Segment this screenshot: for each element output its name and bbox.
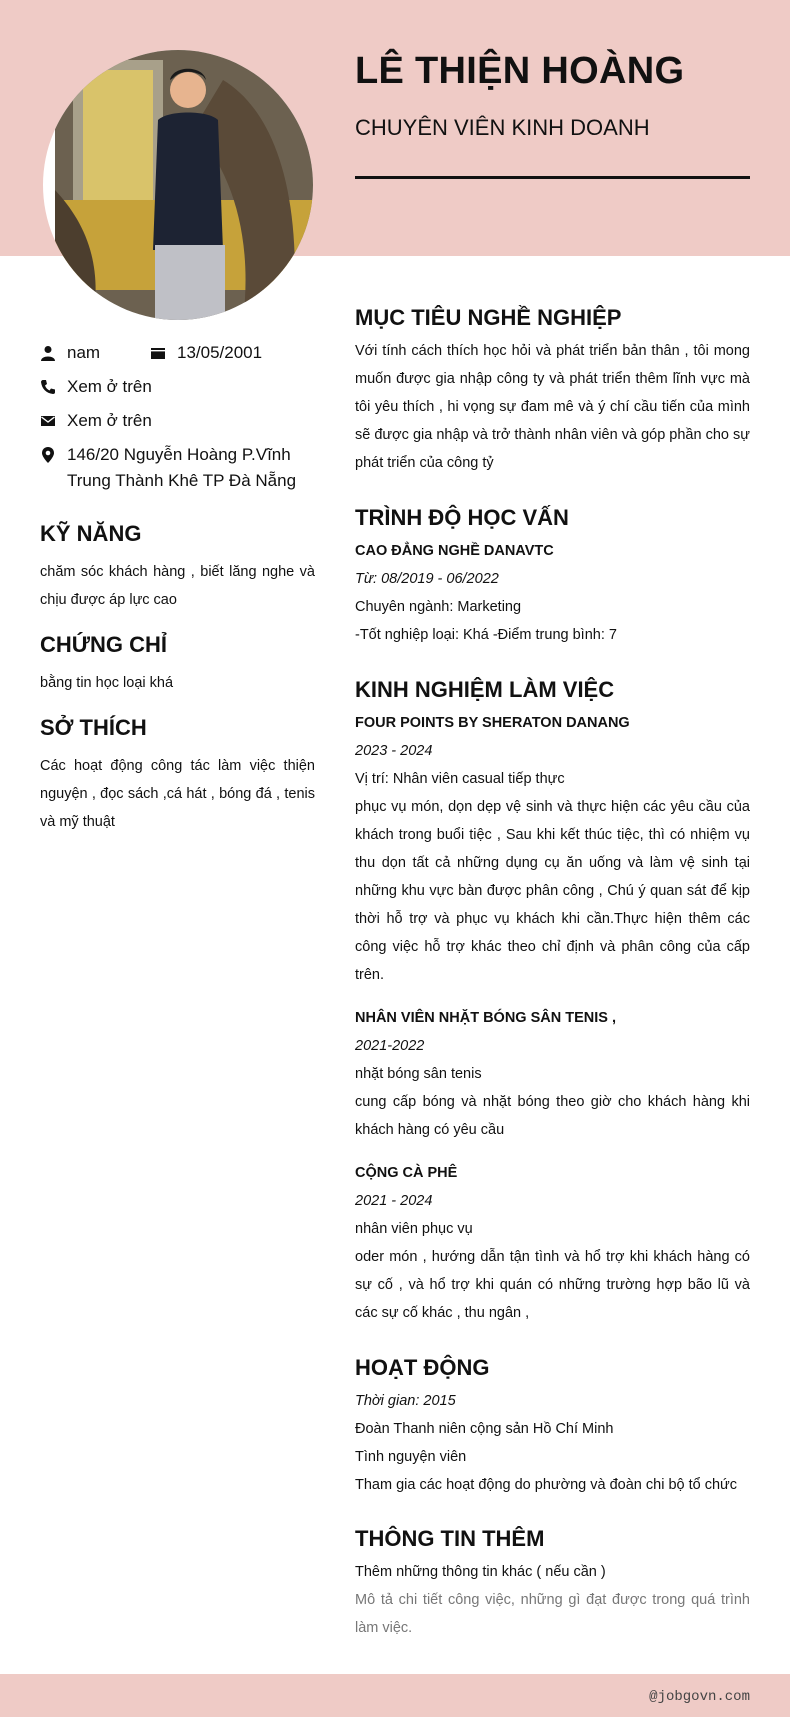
job-period: 2023 - 2024 (355, 743, 433, 759)
job-item (355, 1159, 750, 1327)
job-period: 2021 - 2024 (355, 1193, 433, 1209)
job-position: Vị trí: Nhân viên casual tiếp thực (355, 771, 565, 787)
activities-section (355, 1349, 750, 1499)
additional-info-line-2: Mô tả chi tiết công việc, những gì đạt được trong quá trình làm việc. (355, 1592, 750, 1636)
job-company: CỘNG CÀ PHÊ (355, 1165, 458, 1181)
education-major: Chuyên ngành: Marketing (355, 599, 522, 615)
education-result: -Tốt nghiệp loại: Khá -Điểm trung bình: 7 (355, 627, 617, 643)
job-description: phục vụ món, dọn dẹp vệ sinh và thực hiện các yêu cầu của khách trong buổi tiệc , Sau khi kết thúc tiệc, thì có nhiệm vụ thu dọn tất cả những dụng cụ ăn uống và làm vệ sinh tại những khu vực bàn được phân công , Chú ý quan sát để kịp thời hỗ trợ và phục vụ khách khi cần.Thực hiện thêm các công việc hỗ trợ khác theo chỉ định và phân công của cấp trên. (355, 799, 750, 983)
job-description: oder món , hướng dẫn tận tình và hổ trợ khi khách hàng có sự cố , và hổ trợ khi quán có những trường hợp bão lũ và các sự cố khác , thu ngân , (355, 1249, 750, 1321)
education-section (355, 499, 750, 649)
certificates-text: bằng tin học loại khá (40, 675, 174, 691)
phone-icon (40, 379, 56, 395)
education-period: Từ: 08/2019 - 06/2022 (355, 571, 499, 587)
education-heading: TRÌNH ĐỘ HỌC VẤN (355, 505, 569, 530)
additional-info-line-1: Thêm những thông tin khác ( nếu cần ) (355, 1564, 606, 1580)
mail-icon (40, 413, 56, 429)
job-position: nhặt bóng sân tenis (355, 1066, 482, 1082)
skills-text: chăm sóc khách hàng , biết lăng nghe và chịu được áp lực cao (40, 564, 315, 608)
objective-section (355, 299, 750, 477)
objective-heading: MỤC TIÊU NGHỀ NGHIỆP (355, 305, 622, 330)
hobbies-heading: SỞ THÍCH (40, 715, 147, 740)
job-position: nhân viên phục vụ (355, 1221, 473, 1237)
gender-text: nam (67, 343, 101, 362)
job-description: cung cấp bóng và nhặt bóng theo giờ cho khách hàng khi khách hàng có yêu cầu (355, 1094, 750, 1138)
birthday-text: 13/05/2001 (177, 343, 263, 362)
activities-heading: HOẠT ĐỘNG (355, 1355, 490, 1380)
hobbies-text: Các hoạt động công tác làm việc thiện nguyện , đọc sách ,cá hát , bóng đá , tenis và mỹ thuật (40, 758, 315, 830)
person-icon (40, 345, 56, 361)
activities-period: Thời gian: 2015 (355, 1393, 456, 1409)
job-company: NHÂN VIÊN NHẶT BÓNG SÂN TENIS , (355, 1010, 617, 1026)
job-title: CHUYÊN VIÊN KINH DOANH (355, 115, 650, 140)
candidate-name: LÊ THIỆN HOÀNG (355, 50, 685, 92)
objective-text: Với tính cách thích học hỏi và phát triển bản thân , tôi mong muốn được gia nhập công ty và phát triển thêm lĩnh vực mà tôi yêu thích , hi vọng sự đam mê và ý chí cầu tiến của mình sẽ được gia nhập và trở thành nhân viên và góp phần cho sự phát triển của công tỷ (355, 343, 750, 471)
calendar-icon (150, 345, 166, 361)
header-divider (355, 176, 750, 179)
experience-heading: KINH NGHIỆM LÀM VIỆC (355, 677, 615, 702)
address-line-1: 146/20 Nguyễn Hoàng P.Vĩnh (67, 445, 291, 464)
job-period: 2021-2022 (355, 1038, 425, 1054)
profile-photo (43, 50, 313, 320)
activities-organization: Đoàn Thanh niên cộng sản Hồ Chí Minh (355, 1421, 614, 1437)
job-item (355, 709, 750, 989)
experience-section (355, 671, 750, 1327)
additional-info-section (355, 1520, 750, 1642)
phone-text: Xem ở trên (67, 377, 152, 396)
address-line-2: Trung Thành Khê TP Đà Nẵng (67, 471, 297, 490)
watermark: @jobgovn.com (649, 1689, 750, 1705)
additional-info-heading: THÔNG TIN THÊM (355, 1526, 545, 1551)
activities-description: Tham gia các hoạt động do phường và đoàn chi bộ tổ chức (355, 1477, 737, 1493)
activities-role: Tình nguyện viên (355, 1449, 467, 1465)
job-item (355, 1004, 750, 1144)
email-text: Xem ở trên (67, 411, 152, 430)
job-company: FOUR POINTS BY SHERATON DANANG (355, 715, 630, 731)
certificates-heading: CHỨNG CHỈ (40, 632, 168, 657)
skills-heading: KỸ NĂNG (40, 521, 142, 546)
location-pin-icon (40, 447, 56, 463)
education-school: CAO ĐẲNG NGHỀ DANAVTC (355, 543, 554, 559)
